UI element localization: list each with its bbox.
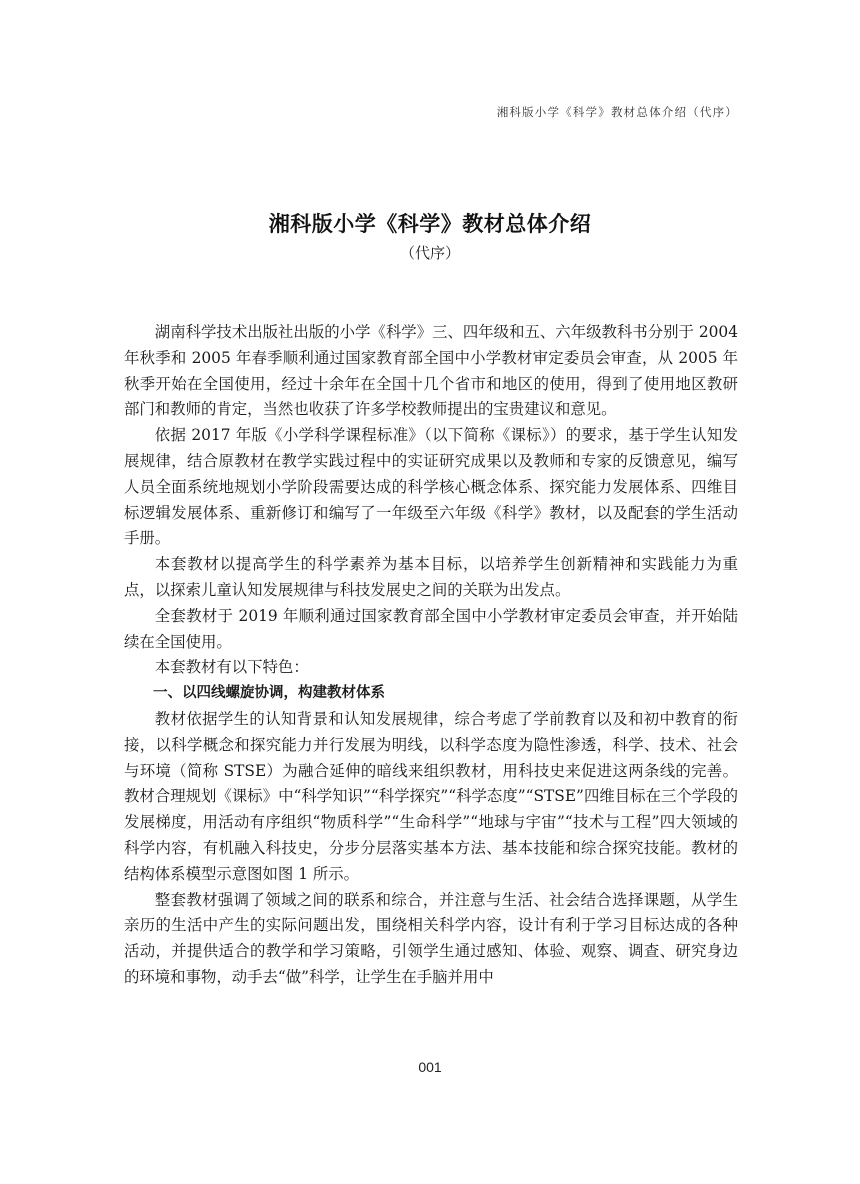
section-heading: 一、以四线螺旋协调，构建教材体系: [153, 685, 385, 702]
paragraph-4: 全套教材于 2019 年顺利通过国家教育部全国中小学教材审定委员会审查，并开始陆续在全国使用。: [124, 606, 738, 651]
page-subtitle: （代序）: [399, 244, 460, 262]
running-header: 湘科版小学《科学》教材总体介绍（代序）: [496, 105, 738, 119]
paragraph-6: 教材依据学生的认知背景和认知发展规律，综合考虑了学前教育以及和初中教育的衔接，以科学概念和探究能力并行发展为明线，以科学态度为隐性渗透，科学、技术、社会与环境（简称 STSE）为融合延伸的暗线来组织教材，用科技史来促进这两条线的完善。教材合理规划《课标》中“科学知识”“科学探究”“科学态度”“STSE”四维目标在三个学段的发展梯度，用活动有序组织“物质科学”“生命科学”“地球与宇宙”“技术与工程”四大领域的科学内容，有机融入科技史，分步分层落实基本方法、基本技能和综合探究技能。教材的结构体系模型示意图如图 1 所示。: [124, 709, 738, 883]
paragraph-3: 本套教材以提高学生的科学素养为基本目标，以培养学生创新精神和实践能力为重点，以探索儿童认知发展规律与科技发展史之间的关联为出发点。: [124, 555, 738, 599]
paragraph-2: 依据 2017 年版《小学科学课程标准》（以下简称《课标》）的要求，基于学生认知发展规律，结合原教材在教学实践过程中的实证研究成果以及教师和专家的反馈意见，编写人员全面系统地规划小学阶段需要达成的科学核心概念体系、探究能力发展体系、四维目标逻辑发展体系、重新修订和编写了一年级至六年级《科学》教材，以及配套的学生活动手册。: [124, 426, 738, 548]
page-number: 001: [418, 1059, 442, 1075]
page-title: 湘科版小学《科学》教材总体介绍: [268, 212, 592, 236]
body-text: [124, 320, 738, 991]
paragraph-1: 湖南科学技术出版社出版的小学《科学》三、四年级和五、六年级教科书分别于 2004 年秋季和 2005 年春季顺利通过国家教育部全国中小学教材审定委员会审查，从 2005 年秋季开始在全国使用，经过十余年在全国十几个省市和地区的使用，得到了使用地区教研部门和教师的肯定，当然也收获了许多学校教师提出的宝贵建议和意见。: [124, 323, 738, 419]
paragraph-5: 本套教材有以下特色：: [154, 658, 309, 677]
paragraph-7: 整套教材强调了领域之间的联系和综合，并注意与生活、社会结合选择课题，从学生亲历的生活中产生的实际问题出发，围绕相关科学内容，设计有利于学习目标达成的各种活动，并提供适合的教学和学习策略，引领学生通过感知、体验、观察、调查、研究身边的环境和事物，动手去“做”科学，让学生在手脑并用中: [124, 890, 738, 986]
